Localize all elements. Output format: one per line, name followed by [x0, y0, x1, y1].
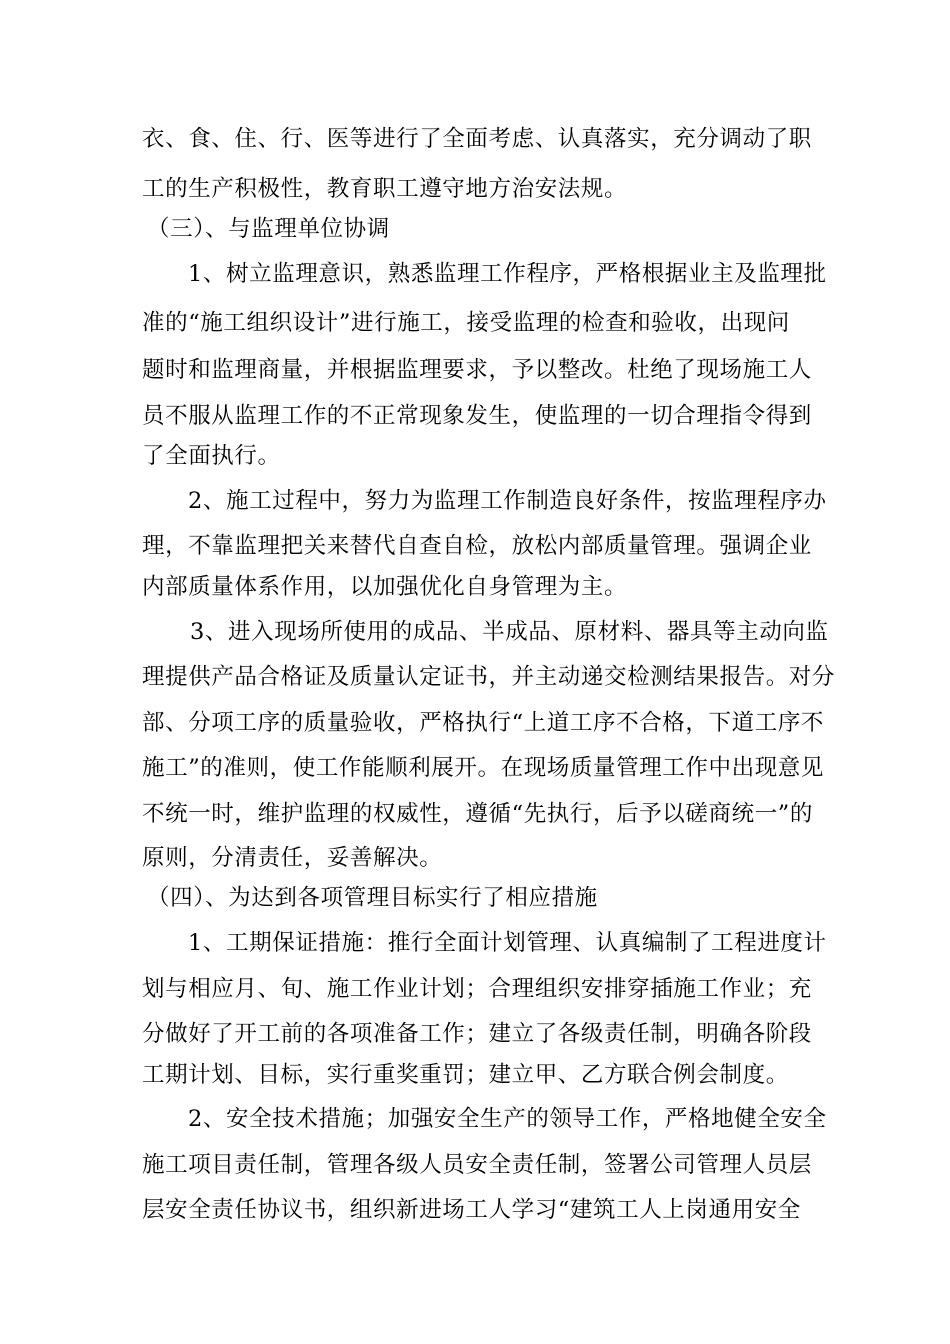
- text-line: 准的“施工组织设计”进行施工，接受监理的检查和验收，出现问: [142, 310, 790, 336]
- text-line: 1、工期保证措施：推行全面计划管理、认真编制了工程进度计: [188, 930, 827, 956]
- text-line: 衣、食、住、行、医等进行了全面考虑、认真落实，充分调动了职: [142, 126, 812, 152]
- text-line: 员不服从监理工作的不正常现象发生，使监理的一切合理指令得到: [142, 403, 812, 429]
- text-line: 分做好了开工前的各项准备工作；建立了各级责任制，明确各阶段: [142, 1021, 812, 1047]
- text-line: 3、进入现场所使用的成品、半成品、原材料、器具等主动向监: [190, 619, 829, 645]
- text-line: 理提供产品合格证及质量认定证书，并主动递交检测结果报告。对分: [142, 664, 836, 690]
- text-line: 了全面执行。: [142, 443, 281, 469]
- text-line: 施工”的准则，使工作能顺利展开。在现场质量管理工作中出现意见: [142, 755, 825, 781]
- text-line: 工的生产积极性，教育职工遵守地方治安法规。: [142, 176, 628, 202]
- text-line: 层安全责任协议书，组织新进场工人学习“建筑工人上岗通用安全: [142, 1197, 801, 1223]
- text-line: 2、施工过程中，努力为监理工作制造良好条件，按监理程序办: [188, 488, 827, 514]
- text-line: 理，不靠监理把关来替代自查自检，放松内部质量管理。强调企业: [142, 533, 812, 559]
- text-line: 原则，分清责任，妥善解决。: [142, 845, 443, 871]
- text-line: 2、安全技术措施；加强安全生产的领导工作，严格地健全安全: [188, 1106, 827, 1132]
- text-line: 施工项目责任制，管理各级人员安全责任制，签署公司管理人员层: [142, 1152, 812, 1178]
- text-line: 1、树立监理意识，熟悉监理工作程序，严格根据业主及监理批: [188, 261, 827, 287]
- text-line: 部、分项工序的质量验收，严格执行“上道工序不合格，下道工序不: [142, 710, 825, 736]
- text-line: 题时和监理商量，并根据监理要求，予以整改。杜绝了现场施工人: [142, 357, 812, 383]
- text-line: 工期计划、目标，实行重奖重罚；建立甲、乙方联合例会制度。: [142, 1062, 789, 1088]
- text-line: 划与相应月、旬、施工作业计划；合理组织安排穿插施工作业；充: [142, 976, 812, 1002]
- section-heading: （四）、为达到各项管理目标实行了相应措施: [147, 885, 598, 911]
- section-heading: （三）、与监理单位协调: [147, 216, 390, 242]
- text-line: 内部质量体系作用，以加强优化自身管理为主。: [142, 574, 628, 600]
- text-line: 不统一时，维护监理的权威性，遵循“先执行，后予以磋商统一”的: [142, 801, 814, 827]
